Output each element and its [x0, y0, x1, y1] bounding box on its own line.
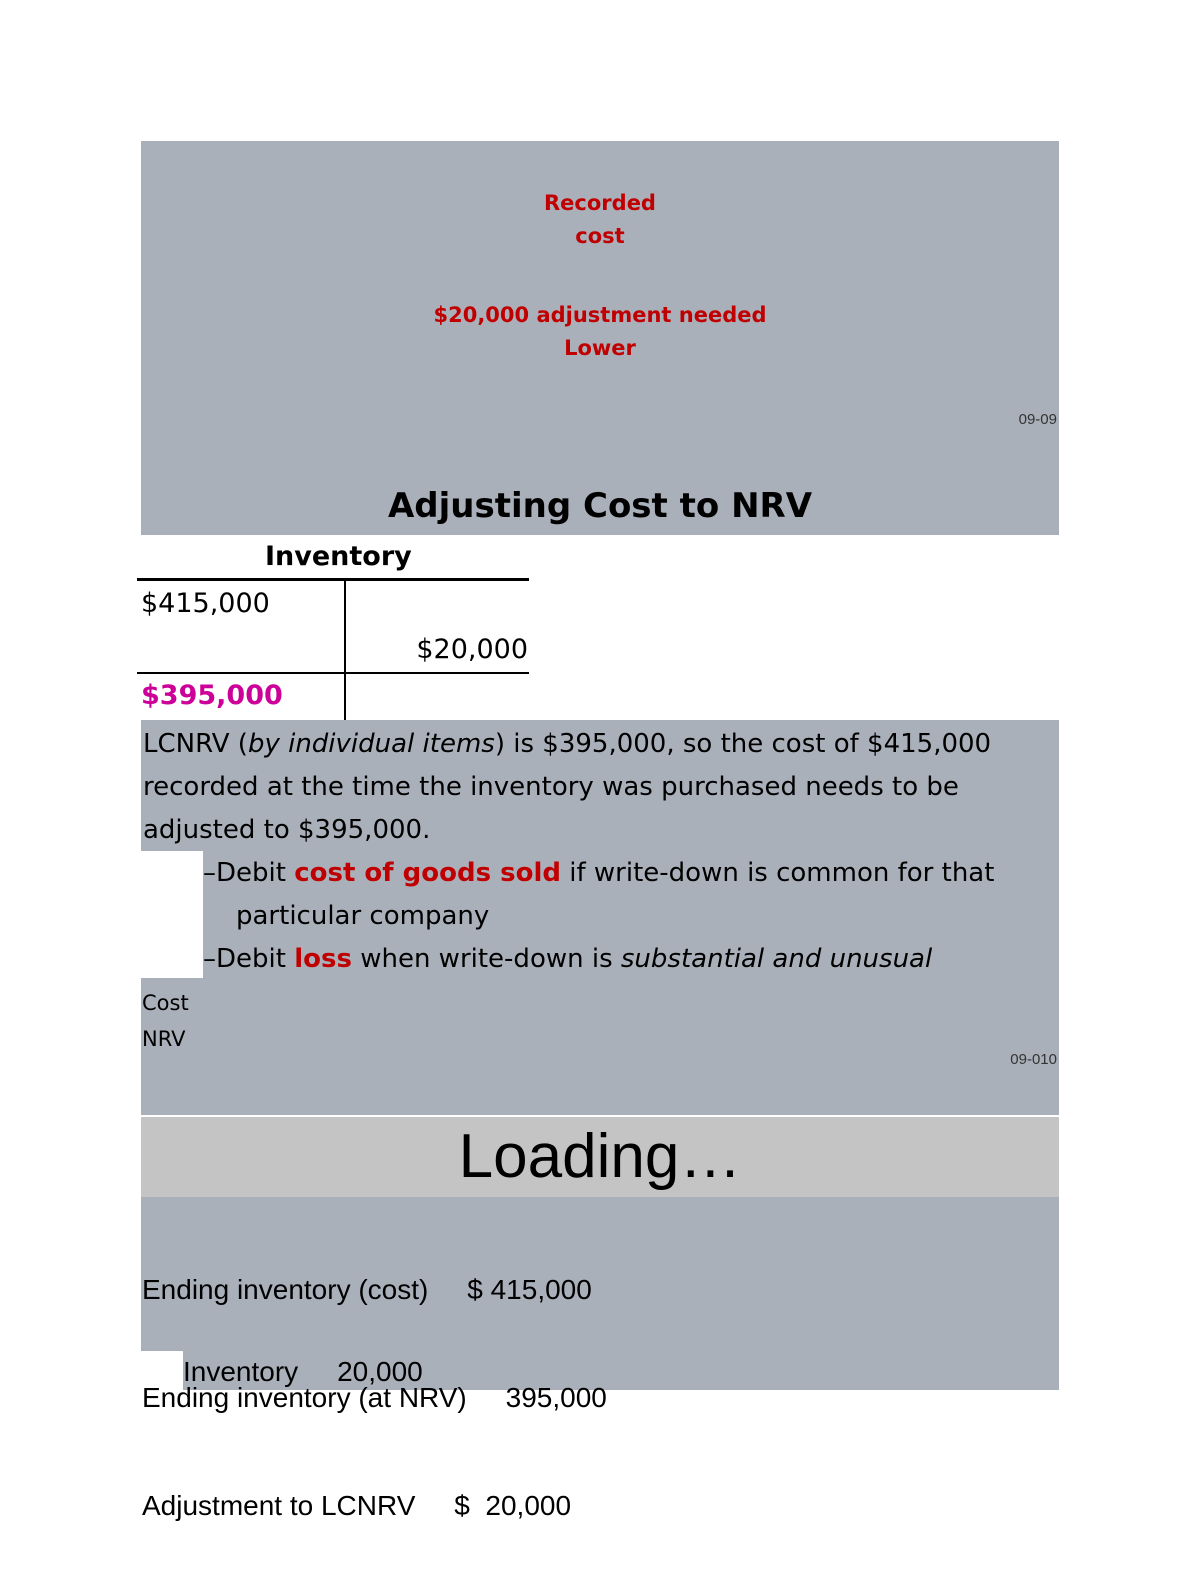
loading-text: Loading… — [458, 1122, 742, 1191]
slide-title: Adjusting Cost to NRV — [387, 486, 813, 526]
ending-inventory-cost-row: Ending inventory (cost) $ 415,000 — [142, 1274, 592, 1305]
bullet-cogs-continued: particular company — [236, 901, 490, 931]
credit-adjustment: $20,000 — [416, 634, 528, 665]
journal-entry-inventory: Inventory 20,000 — [183, 1356, 423, 1387]
lcnrv-line-3: adjusted to $395,000. — [143, 815, 431, 845]
debit-beginning-balance: $415,000 — [141, 588, 270, 619]
slide-number: 09-09 — [1018, 411, 1057, 428]
recorded-cost-line1: Recorded — [544, 191, 656, 215]
t-account-title: Inventory — [265, 541, 412, 572]
lcnrv-paragraph — [143, 723, 991, 852]
nrv-label: NRV — [142, 1027, 186, 1051]
slide-lcnrv-computation — [141, 1197, 1059, 1521]
legend-labels — [142, 985, 189, 1057]
inventory-t-account — [141, 538, 531, 720]
slide-number: 09-010 — [1010, 1051, 1057, 1068]
loading-banner — [141, 1117, 1059, 1197]
bullet-loss: –Debit loss when write-down is substantial and unusual — [203, 944, 933, 974]
t-account-balance-rule — [137, 672, 529, 674]
ending-balance: $395,000 — [141, 680, 283, 711]
computation-table — [142, 1200, 607, 1596]
t-account-center-rule — [344, 580, 346, 720]
bullet-list — [203, 852, 994, 981]
indent-block — [141, 851, 203, 978]
lcnrv-line-1: LCNRV (by individual items) is $395,000, so the cost of $415,000 — [143, 729, 992, 759]
adjustment-row: Adjustment to LCNRV $ 20,000 — [142, 1490, 572, 1521]
cost-label: Cost — [142, 991, 189, 1015]
slide-09-09 — [141, 141, 1059, 535]
slide-09-010 — [141, 720, 1059, 1115]
recorded-cost-line2: cost — [575, 224, 625, 248]
lower-label: Lower — [564, 336, 636, 360]
bullet-cogs: –Debit cost of goods sold if write-down is common for that — [203, 858, 995, 888]
lcnrv-line-2: recorded at the time the inventory was purchased needs to be — [143, 772, 959, 802]
ending-inventory-nrv-row: Ending inventory (at NRV) 395,000 — [142, 1382, 607, 1413]
t-account-top-rule — [137, 578, 529, 581]
adjustment-needed-label: $20,000 adjustment needed — [433, 303, 767, 327]
